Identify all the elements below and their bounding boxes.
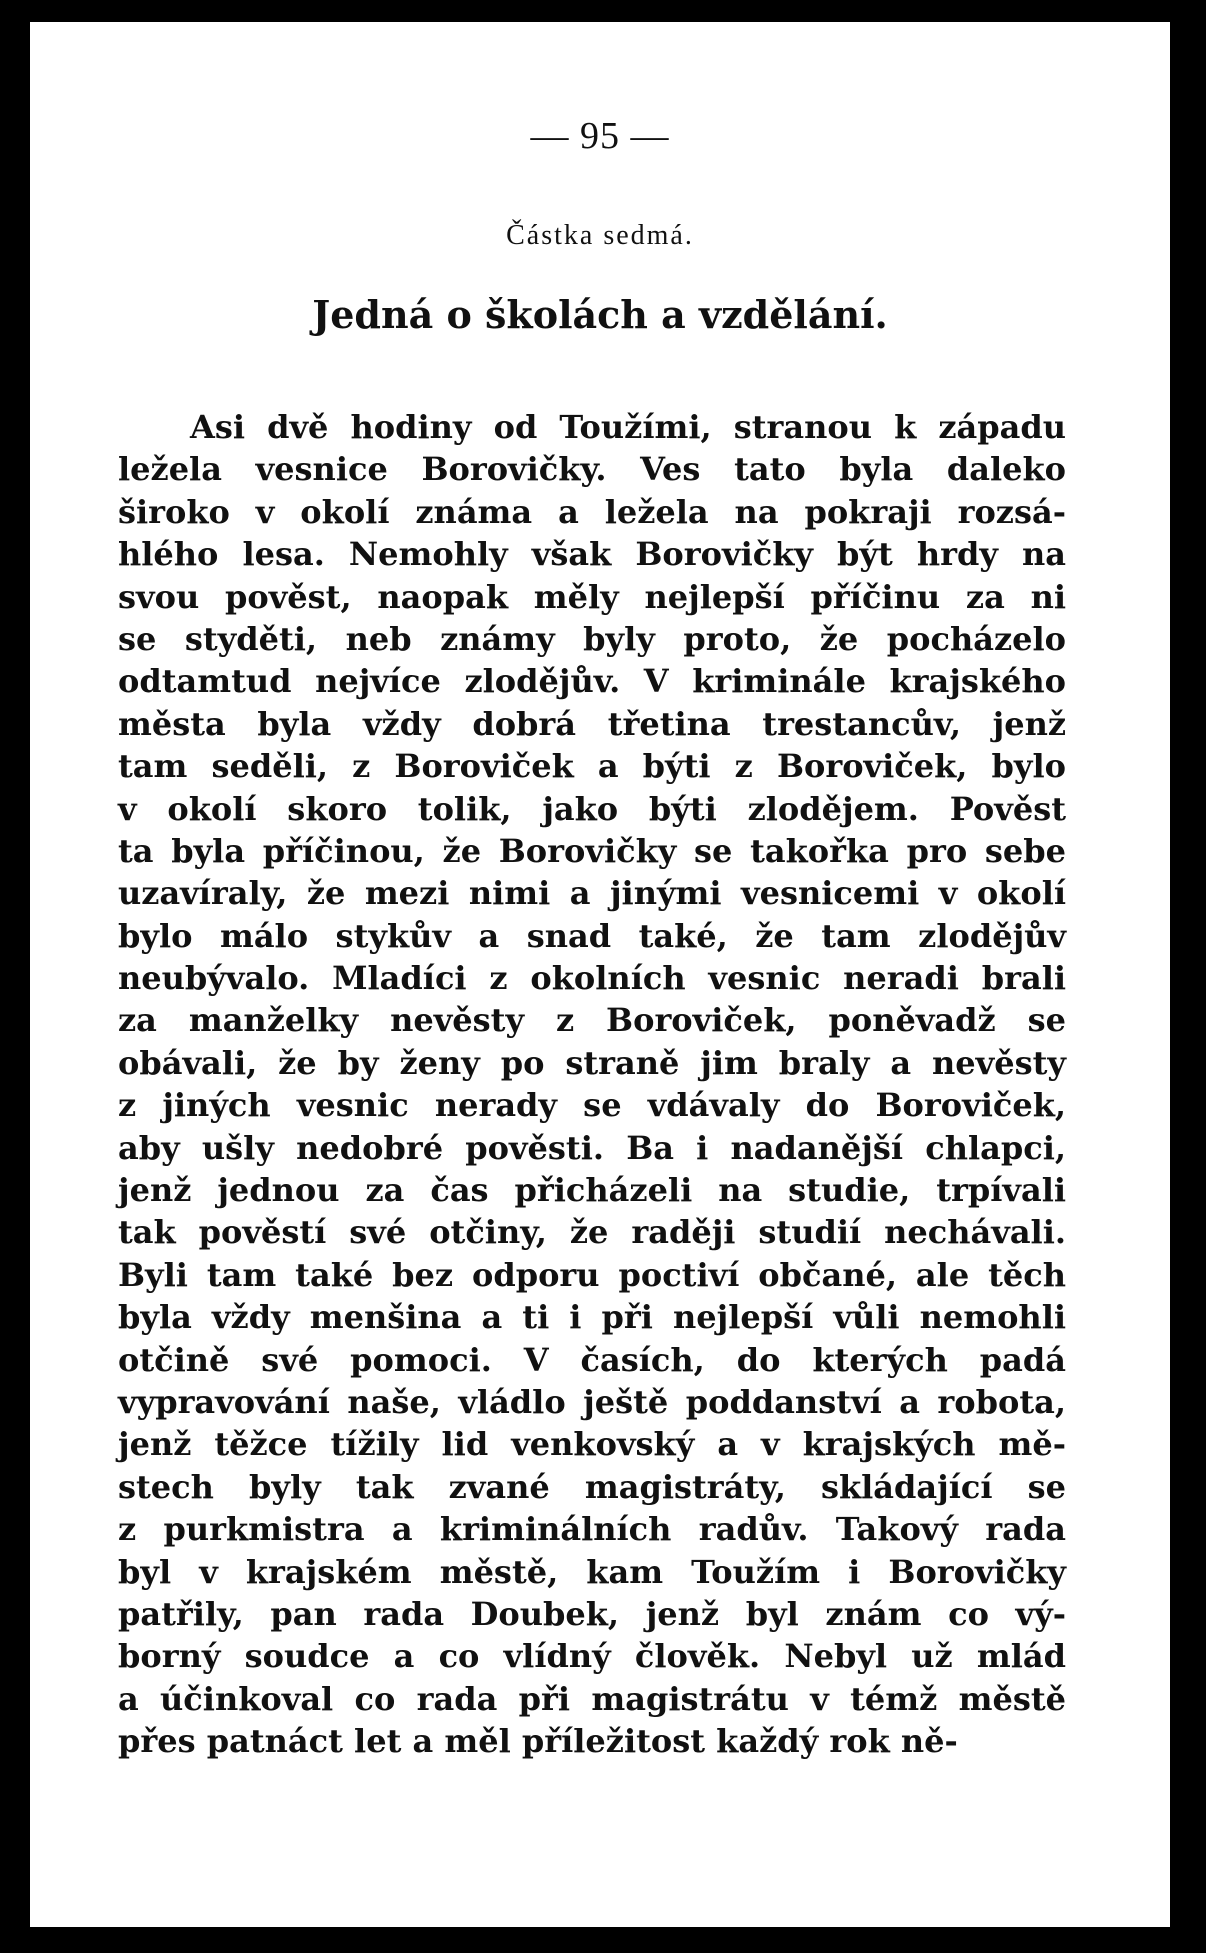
text-line: obávali, že by ženy po straně jim braly a nevěsty xyxy=(118,1043,1066,1082)
text-line: patřily, pan rada Doubek, jenž byl znám co vý- xyxy=(118,1594,1066,1633)
text-line: svou pověst, naopak měly nejlepší příčinu za ni xyxy=(118,577,1066,616)
text-line: neubývalo. Mladíci z okolních vesnic neradi brali xyxy=(118,959,1066,998)
text-line: z jiných vesnic nerady se vdávaly do Boroviček, xyxy=(118,1086,1066,1125)
text-line: odtamtud nejvíce zlodějův. V kriminále krajského xyxy=(118,662,1066,701)
book-page xyxy=(30,22,1170,1927)
text-line: ležela vesnice Borovičky. Ves tato byla daleko xyxy=(118,450,1066,489)
section-label: Částka sedmá. xyxy=(506,220,694,251)
text-line: jenž těžce tížily lid venkovský a v krajských mě- xyxy=(118,1425,1066,1464)
text-line: byla vždy menšina a ti i při nejlepší vůli nemohli xyxy=(118,1298,1066,1337)
text-line: jenž jednou za čas přicházeli na studie, trpívali xyxy=(118,1171,1066,1210)
text-line: Asi dvě hodiny od Toužími, stranou k západu xyxy=(190,408,1066,446)
text-line: hlého lesa. Nemohly však Borovičky být hrdy na xyxy=(118,535,1066,574)
text-line: ta byla příčinou, že Borovičky se takořka pro sebe xyxy=(118,831,1066,870)
text-line: široko v okolí známa a ležela na pokraji rozsá- xyxy=(118,492,1066,531)
text-line: a účinkoval co rada při magistrátu v témž městě xyxy=(118,1679,1066,1718)
text-line: vypravování naše, vládlo ještě poddanství a robota, xyxy=(118,1382,1066,1421)
text-line: stech byly tak zvané magistráty, skládající se xyxy=(118,1467,1066,1506)
text-line: tak pověstí své otčiny, že raději studií nechávali. xyxy=(118,1213,1066,1252)
text-line: v okolí skoro tolik, jako býti zlodějem. Pověst xyxy=(118,789,1066,828)
text-line: otčině své pomoci. V časích, do kterých padá xyxy=(118,1340,1066,1379)
text-line: města byla vždy dobrá třetina trestancův, jenž xyxy=(118,704,1066,743)
text-line: tam seděli, z Boroviček a býti z Boroviček, bylo xyxy=(118,747,1066,786)
chapter-title: Jedná o školách a vzdělání. xyxy=(312,292,888,337)
body-paragraph xyxy=(118,406,1066,1763)
text-line: přes patnáct let a měl příležitost každý rok ně- xyxy=(118,1722,958,1761)
text-line: aby ušly nedobré pověsti. Ba i nadanější chlapci, xyxy=(118,1128,1066,1167)
text-line: se styděti, neb známy byly proto, že pocházelo xyxy=(118,619,1066,658)
text-line: byl v krajském městě, kam Toužím i Borovičky xyxy=(118,1552,1066,1591)
text-line: uzavíraly, že mezi nimi a jinými vesnicemi v okolí xyxy=(118,874,1066,913)
page-number: — 95 — xyxy=(530,115,670,157)
text-line: z purkmistra a kriminálních radův. Takový rada xyxy=(118,1510,1066,1549)
text-line: borný soudce a co vlídný člověk. Nebyl už mlád xyxy=(118,1637,1066,1676)
text-line: Byli tam také bez odporu poctiví občané, ale těch xyxy=(118,1255,1066,1294)
text-line: bylo málo stykův a snad také, že tam zlodějův xyxy=(118,916,1066,955)
text-line: za manželky nevěsty z Boroviček, poněvadž se xyxy=(118,1001,1066,1040)
